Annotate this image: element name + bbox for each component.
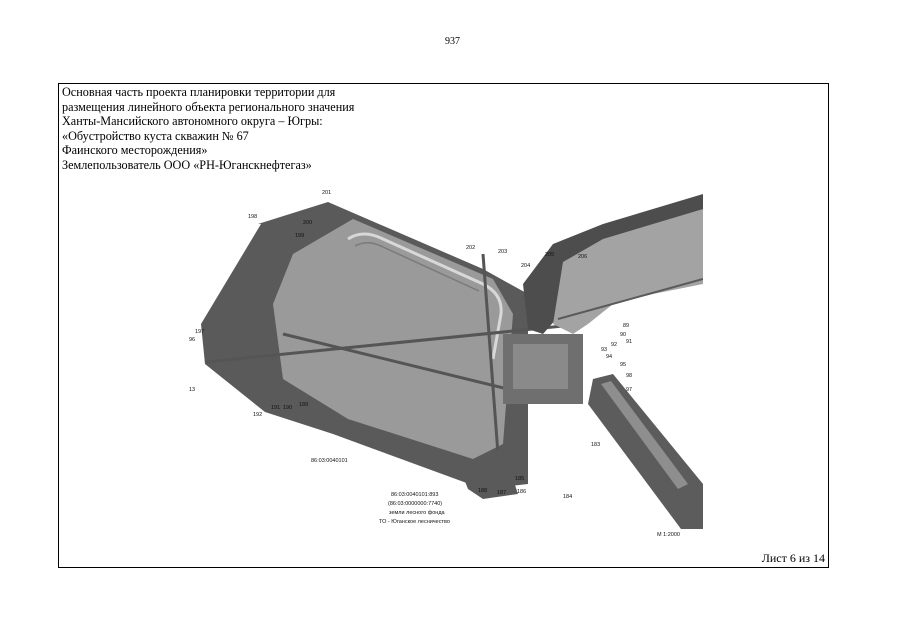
label-202: 202: [466, 245, 476, 251]
label-185: 185: [515, 476, 525, 482]
label-203: 203: [498, 249, 508, 255]
label-92: 92: [611, 342, 618, 348]
scale-note: М 1:2000: [657, 532, 680, 538]
sheet-label: Лист 6 из 14: [761, 551, 825, 565]
label-191: 191: [271, 405, 281, 411]
se-road: [588, 374, 703, 529]
title-line-4: «Обустройство куста скважин № 67: [62, 128, 249, 143]
label-95: 95: [620, 362, 627, 368]
page-number: 937: [445, 36, 460, 47]
label-187: 187: [497, 490, 507, 496]
title-block: [62, 85, 354, 173]
label-189: 189: [299, 402, 309, 408]
title-line-1: Основная часть проекта планировки территории для: [62, 85, 336, 99]
title-line-2: размещения линейного объекта регионального значения: [62, 99, 355, 114]
label-89: 89: [623, 323, 630, 329]
legend-line-3: земли лесного фонда: [389, 510, 445, 516]
label-186: 186: [517, 489, 527, 495]
label-97: 97: [626, 387, 633, 393]
label-206: 206: [578, 254, 588, 260]
legend-line-4: ТО - Юганское лесничество: [379, 519, 450, 525]
label-91: 91: [626, 339, 633, 345]
label-184: 184: [563, 494, 573, 500]
label-96: 96: [189, 337, 196, 343]
label-199: 199: [295, 233, 305, 239]
label-198: 198: [248, 214, 258, 220]
label-188: 188: [478, 488, 488, 494]
title-line-5: Фаинского месторождения»: [62, 143, 208, 158]
label-205: 205: [545, 252, 555, 258]
label-98: 98: [626, 373, 633, 379]
label-204: 204: [521, 263, 531, 269]
parcel-label: 86:03:0040101: [311, 458, 348, 464]
label-190: 190: [283, 405, 293, 411]
label-197: 197: [195, 329, 205, 335]
title-line-3: Ханты-Мансийского автономного округа – Югры:: [62, 114, 323, 129]
label-183: 183: [591, 442, 601, 448]
legend-line-1: 86:03:0040101:893: [391, 492, 439, 498]
label-200: 200: [303, 220, 313, 226]
label-201: 201: [322, 190, 332, 196]
label-192: 192: [253, 412, 263, 418]
label-90: 90: [620, 332, 627, 338]
label-13: 13: [189, 387, 196, 393]
legend-line-2: (86:03:0000000:7740): [388, 501, 443, 507]
title-line-6: Землепользователь ООО «РН-Юганскнефтегаз»: [62, 157, 312, 172]
equipment-inner: [513, 344, 568, 389]
label-93: 93: [601, 347, 608, 353]
planning-map: [183, 184, 703, 539]
label-94: 94: [606, 354, 613, 360]
